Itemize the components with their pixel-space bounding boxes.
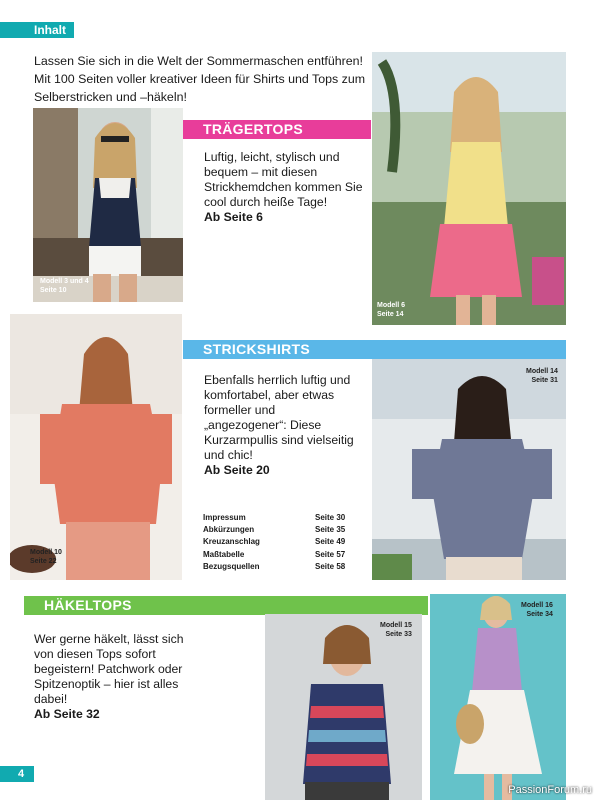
- caption-model-3-4: Modell 3 und 4 Seite 10: [40, 278, 89, 294]
- intro-text: Lassen Sie sich in die Welt der Sommermaschen entführen! Mit 100 Seiten voller kreativer Ideen für Shirts und Tops zum Selberstricken und –häkeln!: [34, 54, 366, 104]
- caption-model-10: Modell 10 Seite 22: [30, 549, 62, 565]
- photo-model-14: [372, 359, 566, 580]
- index-row: Impressum Seite 30: [203, 513, 346, 522]
- header-strip: [0, 22, 26, 38]
- section-title-strickshirts: STRICKSHIRTS: [183, 340, 566, 359]
- watermark: PassionForum.ru: [508, 784, 592, 796]
- index-row: Maßtabelle Seite 57: [203, 549, 346, 559]
- section-tag: Inhalt: [26, 22, 74, 38]
- index-row: Kreuzanschlag Seite 49: [203, 537, 346, 547]
- photo-model-10: [10, 314, 182, 580]
- caption-model-16: Modell 16 Seite 34: [521, 602, 553, 618]
- page-number: 4: [0, 766, 34, 782]
- caption-model-6: Modell 6 Seite 14: [377, 302, 406, 318]
- index-row: Bezugsquellen Seite 58: [203, 561, 346, 571]
- photo-model-6: [372, 52, 566, 325]
- section-title-traegertops: TRÄGERTOPS: [183, 120, 371, 139]
- index-row: Abkürzungen Seite 35: [203, 525, 346, 535]
- section-text-traegertops: Luftig, leicht, stylisch und bequem – mit diesen Strickhemdchen kommen Sie cool durch heiße Tage! Ab Seite 6: [204, 150, 363, 224]
- photo-model-15: [265, 614, 422, 800]
- photo-model-16: [430, 594, 566, 800]
- photo-model-3-4: [33, 108, 183, 302]
- page-index: [203, 512, 363, 573]
- section-text-haekeltops: Wer gerne häkelt, lässt sich von diesen Tops sofort begeistern! Patchwork oder Spitzenoptik – hier ist alles dabei! Ab Seite 32: [34, 632, 184, 721]
- section-text-strickshirts: Ebenfalls herrlich luftig und komfortabel, aber etwas formeller und „angezogener“: Diese Kurzarmpullis sind vielseitig und chic! Ab Seite 20: [204, 373, 354, 477]
- caption-model-14: Modell 14 Seite 31: [526, 368, 558, 384]
- section-title-haekeltops: HÄKELTOPS: [24, 596, 428, 615]
- caption-model-15: Modell 15 Seite 33: [380, 622, 412, 638]
